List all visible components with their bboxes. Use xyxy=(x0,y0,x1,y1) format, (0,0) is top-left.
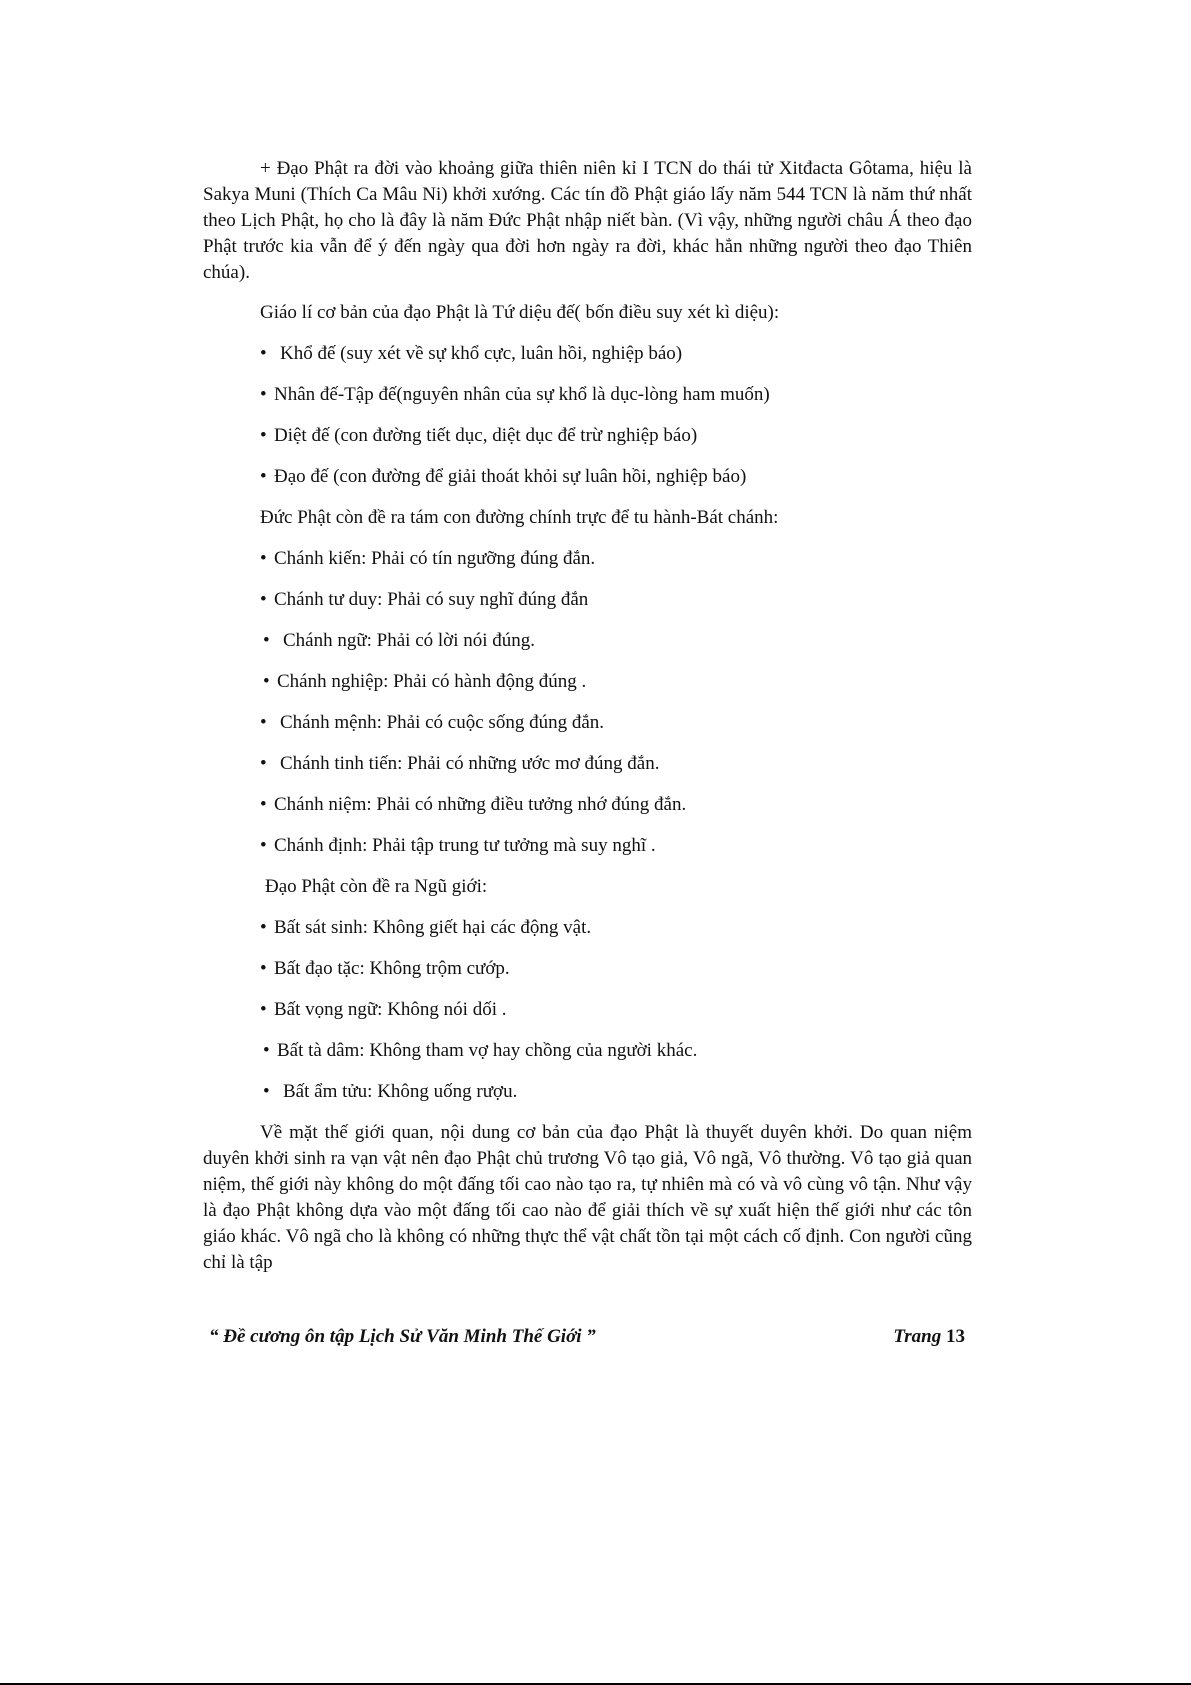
bullet-icon: • xyxy=(260,712,267,733)
eightfold-heading: Đức Phật còn đề ra tám con đường chính trực để tu hành-Bát chánh: xyxy=(260,507,779,528)
bullet-icon: • xyxy=(263,671,270,692)
list-item: • Nhân đế-Tập đế(nguyên nhân của sự khổ là dục-lòng ham muốn) xyxy=(260,382,972,408)
bullet-icon: • xyxy=(260,958,267,979)
list-item: • Chánh tư duy: Phải có suy nghĩ đúng đắn xyxy=(260,587,972,613)
list-item: • Chánh tinh tiến: Phải có những ước mơ đúng đắn. xyxy=(260,751,972,777)
bullet-icon: • xyxy=(263,1081,270,1102)
bullet-icon: • xyxy=(260,917,267,938)
list-item: • Bất sát sinh: Không giết hại các động vật. xyxy=(260,915,972,941)
list-item: • Khổ đế (suy xét về sự khổ cực, luân hồi, nghiệp báo) xyxy=(260,341,972,367)
page-body xyxy=(203,156,972,1290)
bullet-icon: • xyxy=(260,753,267,774)
bullet-icon: • xyxy=(260,589,267,610)
list-item: • Diệt đế (con đường tiết dục, diệt dục để trừ nghiệp báo) xyxy=(260,423,972,449)
list-item: • Chánh mệnh: Phải có cuộc sống đúng đắn. xyxy=(260,710,972,736)
bullet-icon: • xyxy=(260,466,267,487)
list-item: • Chánh niệm: Phải có những điều tưởng nhớ đúng đắn. xyxy=(260,792,972,818)
page-number-label: Trang 13 xyxy=(893,1326,965,1347)
list-item: • Chánh định: Phải tập trung tư tưởng mà suy nghĩ . xyxy=(260,833,972,859)
bullet-icon: • xyxy=(260,548,267,569)
bullet-icon: • xyxy=(260,384,267,405)
list-item: • Chánh ngữ: Phải có lời nói đúng. xyxy=(263,628,972,654)
list-item: • Bất ẩm tửu: Không uống rượu. xyxy=(263,1079,972,1105)
footer-title: “ Đề cương ôn tập Lịch Sử Văn Minh Thế Giới ” xyxy=(209,1326,596,1347)
five-precepts-heading: Đạo Phật còn đề ra Ngũ giới: xyxy=(265,876,488,897)
page-number: 13 xyxy=(946,1326,965,1347)
bullet-icon: • xyxy=(263,1040,270,1061)
list-item: • Bất vọng ngữ: Không nói dối . xyxy=(260,997,972,1023)
intro-paragraph: + Đạo Phật ra đời vào khoảng giữa thiên niên kỉ I TCN do thái tử Xitđacta Gôtama, hiệu là Sakya Muni (Thích Ca Mâu Ni) khởi xướng. Các tín đồ Phật giáo lấy năm 544 TCN là năm thứ nhất theo Lịch Phật, họ cho là đây là năm Đức Phật nhập niết bàn. (Vì vậy, những người châu Á theo đạo Phật trước kia vẫn để ý đến ngày qua đời hơn ngày ra đời, khác hẳn những người theo đạo Thiên chúa). xyxy=(203,158,972,283)
worldview-paragraph: Về mặt thế giới quan, nội dung cơ bản của đạo Phật là thuyết duyên khởi. Do quan niệm duyên khởi sinh ra vạn vật nên đạo Phật chủ trương Vô tạo giả, Vô ngã, Vô thường. Vô tạo giả quan niệm, thế giới này không do một đấng tối cao nào tạo ra, tự nhiên mà có và vô cùng vô tận. Như vậy là đạo Phật không dựa vào một đấng tối cao nào để giải thích về sự xuất hiện thế giới như các tôn giáo khác. Vô ngã cho là không có những thực thể vật chất tồn tại một cách cố định. Con người cũng chỉ là tập xyxy=(203,1122,972,1273)
list-item: • Bất đạo tặc: Không trộm cướp. xyxy=(260,956,972,982)
list-item: • Bất tà dâm: Không tham vợ hay chồng của người khác. xyxy=(263,1038,972,1064)
four-truths-heading: Giáo lí cơ bản của đạo Phật là Tứ diệu đế( bốn điều suy xét kì diệu): xyxy=(260,302,780,323)
bullet-icon: • xyxy=(260,999,267,1020)
list-item: • Đạo đế (con đường để giải thoát khỏi sự luân hồi, nghiệp báo) xyxy=(260,464,972,490)
bullet-icon: • xyxy=(260,835,267,856)
bullet-icon: • xyxy=(260,794,267,815)
list-item: • Chánh nghiệp: Phải có hành động đúng . xyxy=(263,669,972,695)
bullet-icon: • xyxy=(260,343,267,364)
bullet-icon: • xyxy=(260,425,267,446)
list-item: • Chánh kiến: Phải có tín ngưỡng đúng đắn. xyxy=(260,546,972,572)
bullet-icon: • xyxy=(263,630,270,651)
